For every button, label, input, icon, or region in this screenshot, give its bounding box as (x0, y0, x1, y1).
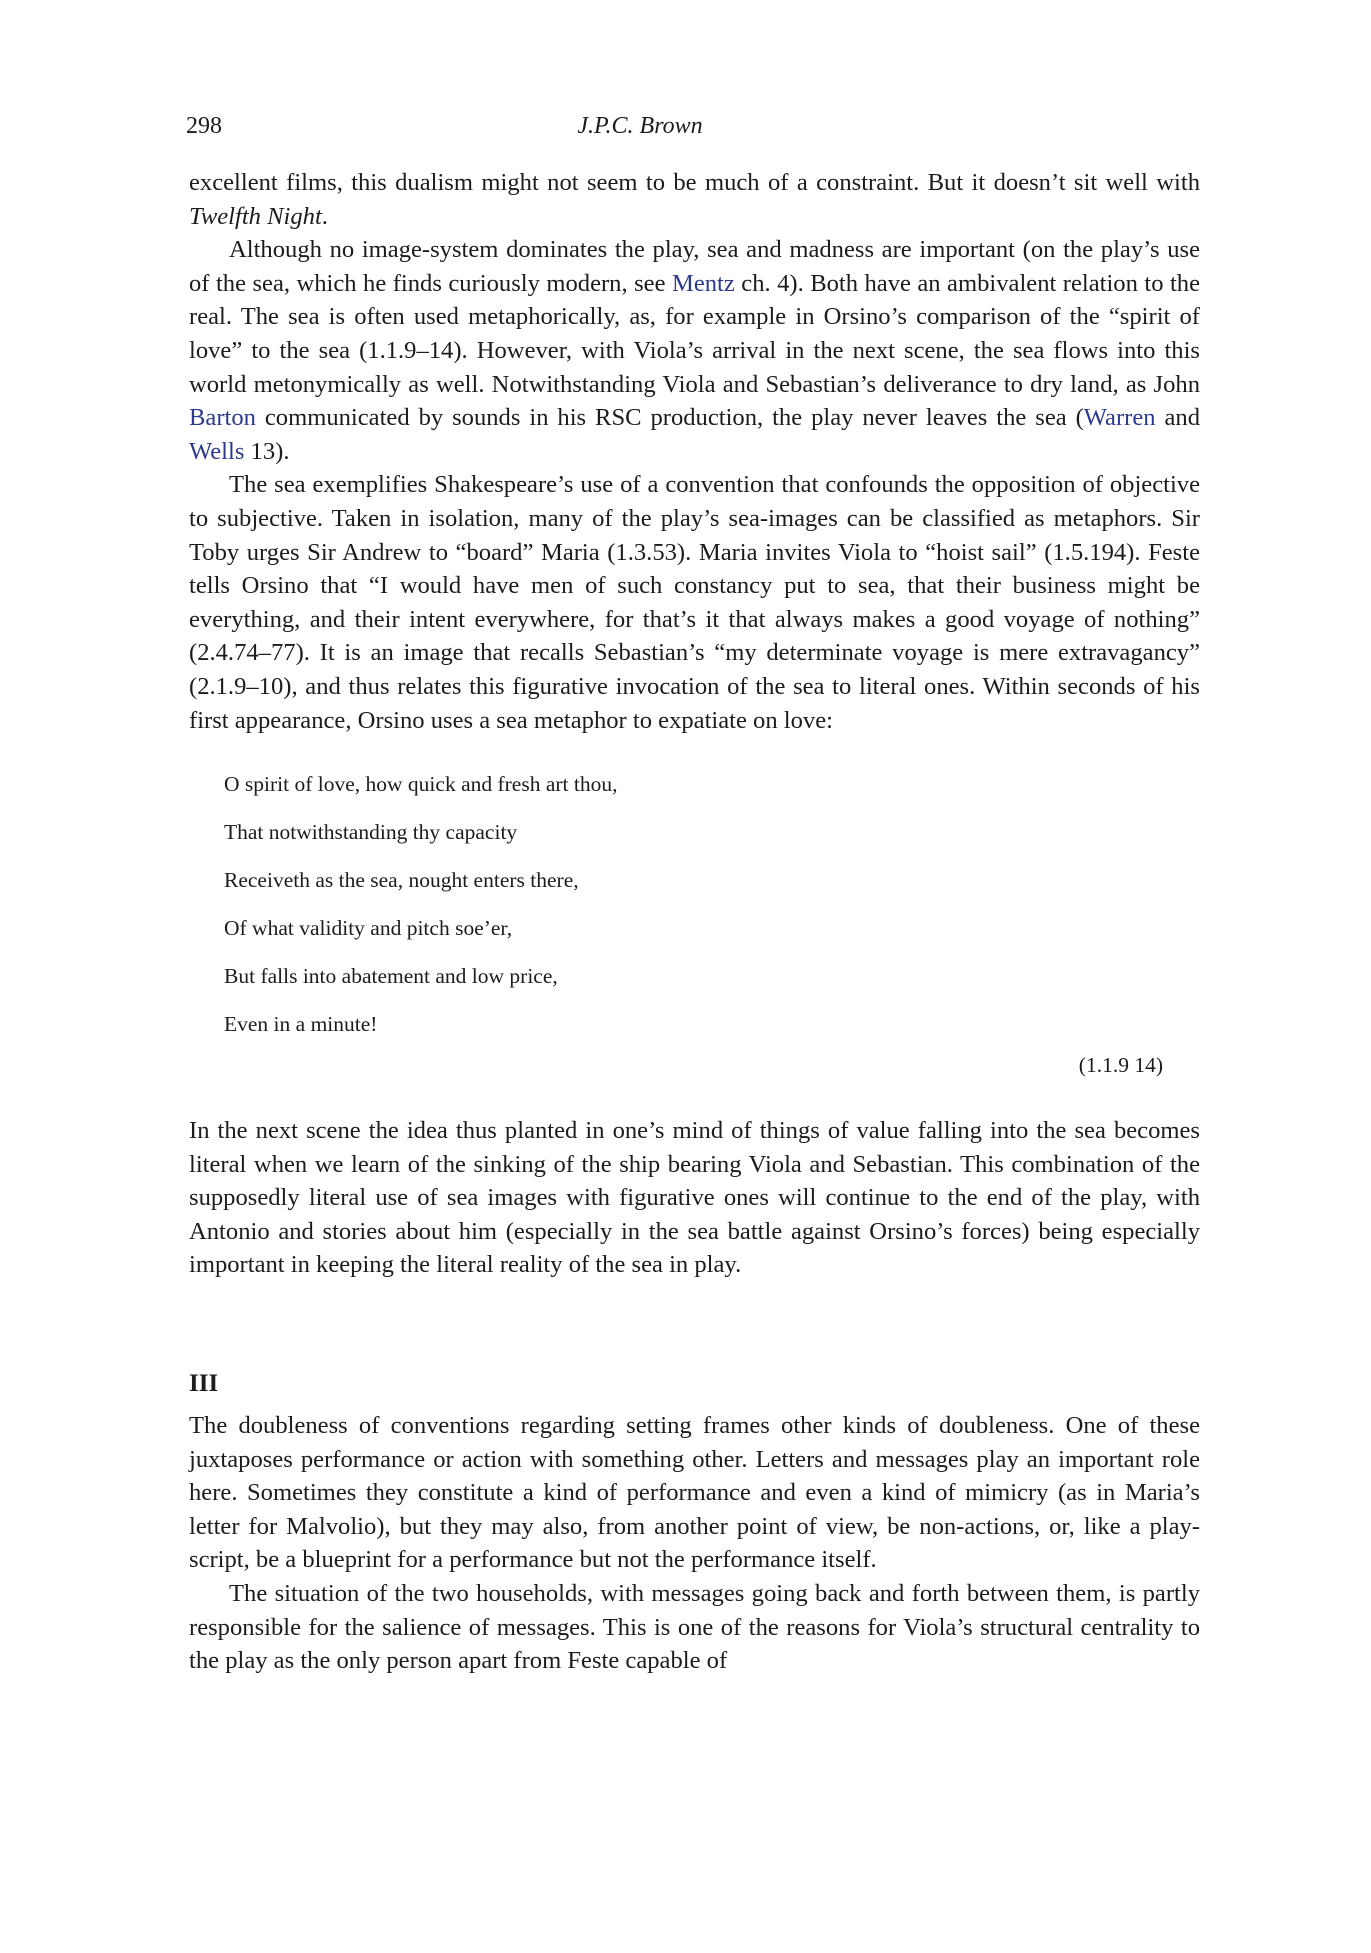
paragraph-1 (189, 166, 1200, 233)
play-title: Twelfth Night (189, 202, 322, 230)
citation-link-wells[interactable]: Wells (189, 437, 245, 465)
paragraph-2-text-b: ch. 4). Both have an ambivalent relation to the real. The sea is often used metaphorically, as, for example in Orsino’s comparison of the “spirit of love” to the sea (1.1.9–14). However, with Viola’s arrival in the next scene, the sea flows into this world metonymically as well. Notwithstanding Viola and Sebastian’s deliverance to dry land, as John (189, 269, 1200, 398)
paragraph-3: The sea exemplifies Shakespeare’s use of a convention that confounds the opposition of objective to subjective. Taken in isolation, many of the play’s sea-images can be classified as metaphors. Sir Toby urges Sir Andrew to “board” Maria (1.3.53). Maria invites Viola to “hoist sail” (1.5.194). Feste tells Orsino that “I would have men of such constancy put to sea, that their business might be everything, and their intent everywhere, for that’s it that always makes a good voyage of nothing” (2.4.74–77). It is an image that recalls Sebastian’s “my determinate voyage is mere extravagancy” (2.1.9–10), and thus relates this figurative invocation of the sea to literal ones. Within seconds of his first appearance, Orsino uses a sea metaphor to expatiate on love: (189, 471, 1200, 734)
verse-line: Of what validity and pitch soe’er, (224, 916, 513, 941)
verse-line: Receiveth as the sea, nought enters there, (224, 868, 579, 893)
paragraph-2 (189, 233, 1200, 468)
verse-line: That notwithstanding thy capacity (224, 820, 518, 845)
verse-line: O spirit of love, how quick and fresh art thou, (224, 772, 618, 797)
paragraph-2-text-e: 13). (244, 437, 290, 465)
running-head-author: J.P.C. Brown (577, 113, 703, 139)
verse-line: Even in a minute! (224, 1012, 378, 1037)
citation-link-barton[interactable]: Barton (189, 404, 256, 432)
paragraph-1-end: . (321, 202, 328, 230)
verse-quotation (224, 760, 1200, 1048)
paragraph-4: In the next scene the idea thus planted in one’s mind of things of value falling into the sea becomes literal when we learn of the sinking of the ship bearing Viola and Sebastian. This combination of the supposedly literal use of sea images with figurative ones will continue to the end of the play, with Antonio and stories about him (especially in the sea battle against Orsino’s forces) being especially important in keeping the literal reality of the sea in play. (189, 1117, 1200, 1279)
paragraph-5: The doubleness of conventions regarding setting frames other kinds of doubleness. One of these juxtaposes performance or action with something other. Letters and messages play an important role here. Sometimes they constitute a kind of performance and even a kind of mimicry (as in Maria’s letter for Malvolio), but they may also, from another point of view, be non-actions, or, like a play-script, be a blueprint for a performance but not the performance itself. (189, 1412, 1200, 1574)
paragraph-6: The situation of the two households, with messages going back and forth between them, is partly responsible for the salience of messages. This is one of the reasons for Viola’s structural centrality to the play as the only person apart from Feste capable of (189, 1580, 1200, 1675)
citation-link-warren[interactable]: Warren (1083, 404, 1156, 432)
quotation-citation: (1.1.9 14) (1078, 1053, 1163, 1078)
paragraph-2-text-a: Although no image-system dominates the play, sea and madness are important (on the play’s use of the sea, which he finds curiously modern, see (189, 236, 1200, 297)
verse-line: But falls into abatement and low price, (224, 964, 558, 989)
page-number: 298 (186, 113, 222, 139)
article-body (189, 166, 1200, 1678)
citation-link-mentz[interactable]: Mentz (671, 269, 735, 297)
paragraph-2-text-d: and (1155, 404, 1200, 432)
paragraph-2-text-c: communicated by sounds in his RSC production, the play never leaves the sea ( (255, 404, 1084, 432)
section-heading: III (189, 1370, 219, 1398)
paragraph-1-text: excellent films, this dualism might not seem to be much of a constraint. But it doesn’t sit well with (189, 169, 1200, 196)
